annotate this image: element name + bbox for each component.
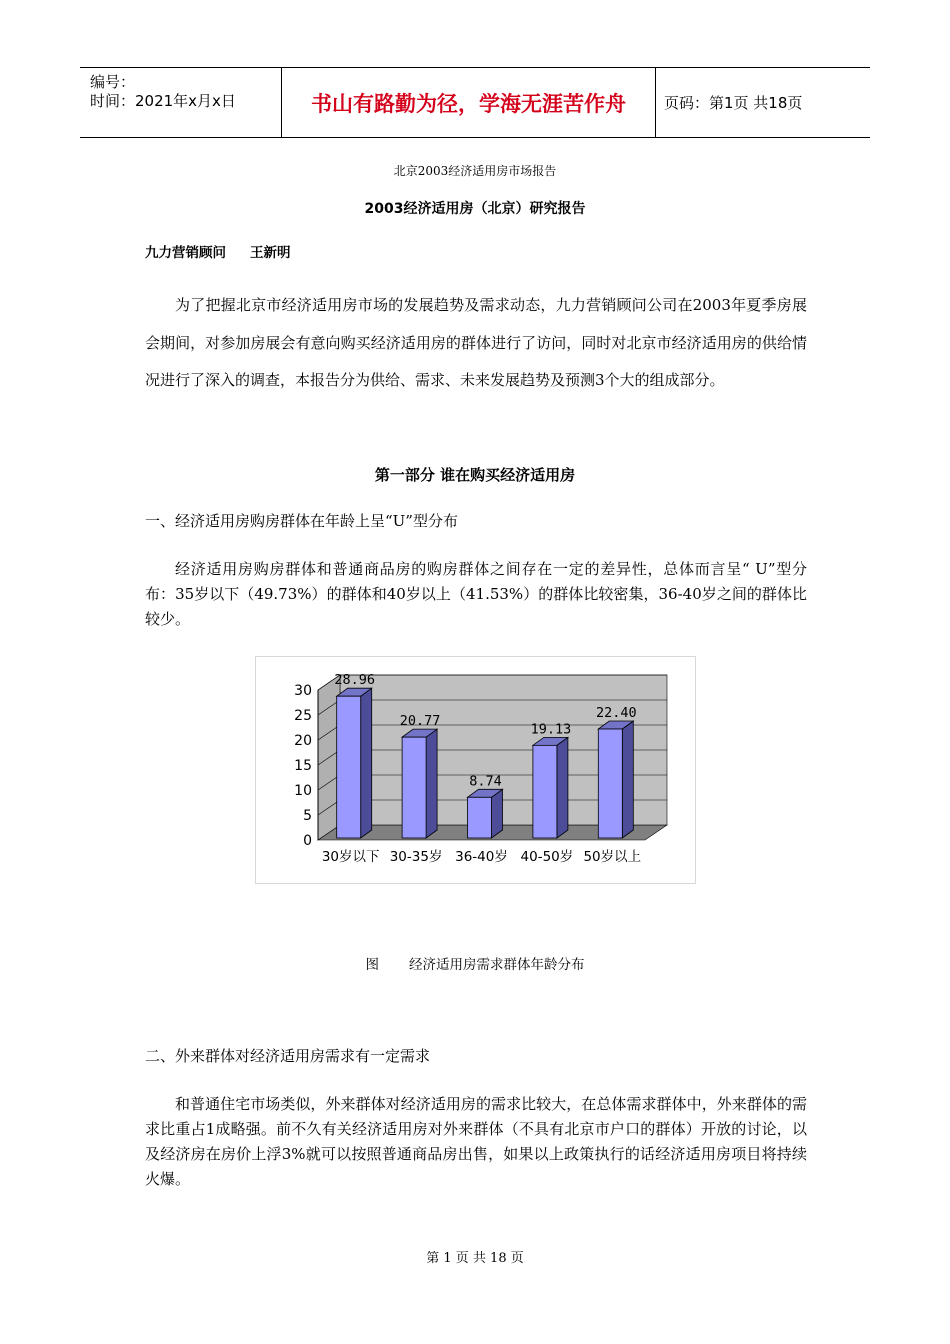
bar (533, 745, 557, 838)
bar-side (557, 737, 568, 838)
y-tick-label: 10 (294, 783, 312, 799)
chart-svg (256, 657, 695, 883)
bar (402, 737, 426, 838)
section-title: 第一部分 谁在购买经济适用房 (374, 466, 576, 484)
time-label: 时间：2021年x月x日 (90, 92, 236, 110)
author-name: 王新明 (250, 245, 291, 261)
bar-side (622, 721, 633, 838)
y-tick-label: 25 (294, 708, 312, 724)
page-footer: 第 1 页 共 18 页 (426, 1251, 524, 1266)
y-tick-label: 0 (303, 833, 312, 849)
author-org: 九力营销顾问 (145, 245, 226, 261)
caption-text: 经济适用房需求群体年龄分布 (409, 957, 585, 973)
paragraph-2: 和普通住宅市场类似，外来群体对经济适用房的需求比较大，在总体需求群体中，外来群体的需求比重占1成略强。前不久有关经济适用房对外来群体（不具有北京市户口的群体）开放的讨论，以及经济房在房价上浮3%就可以按照普通商品房出售，如果以上政策执行的话经济适用房项目将持续火爆。 (145, 1095, 807, 1188)
x-tick-label: 36-40岁 (455, 849, 508, 865)
data-label: 20.77 (399, 713, 441, 730)
y-tick-label: 5 (303, 808, 312, 824)
page-info: 页码：第1页 共18页 (664, 94, 803, 112)
data-label: 19.13 (530, 721, 572, 738)
bar-side (361, 688, 372, 838)
intro-paragraph: 为了把握北京市经济适用房市场的发展趋势及需求动态，九力营销顾问公司在2003年夏季房展会期间，对参加房展会有意向购买经济适用房的群体进行了访问，同时对北京市经济适用房的供给情况进行了深入的调查，本报告分为供给、需求、未来发展趋势及预测3个大的组成部分。 (145, 296, 807, 389)
subheading-1: 一、经济适用房购房群体在年龄上呈“U”型分布 (145, 512, 458, 530)
paragraph-1: 经济适用房购房群体和普通商品房的购房群体之间存在一定的差异性，总体而言呈“ U”型分布：35岁以下（49.73%）的群体和40岁以上（41.53%）的群体比较密集，36-40岁之间的群体比较少。 (145, 560, 807, 628)
figure-caption (0, 953, 950, 973)
data-label: 8.74 (469, 773, 502, 790)
bar (598, 729, 622, 838)
main-title: 2003经济适用房（北京）研究报告 (364, 201, 586, 217)
bar-side (492, 789, 503, 838)
header-meta-cell (80, 68, 282, 137)
age-distribution-chart (255, 656, 696, 884)
y-tick-label: 30 (294, 683, 312, 699)
y-tick-label: 20 (294, 733, 312, 749)
subheading-2: 二、外来群体对经济适用房需求有一定需求 (145, 1047, 431, 1065)
page-header (80, 67, 870, 138)
author-line (145, 241, 291, 261)
x-tick-label: 40-50岁 (520, 849, 574, 865)
data-label: 28.96 (334, 672, 376, 689)
number-label: 编号： (90, 73, 136, 91)
x-tick-label: 30-35岁 (389, 849, 443, 865)
bar-side (426, 729, 437, 838)
bar (337, 696, 361, 838)
bar (468, 797, 492, 838)
y-tick-label: 15 (294, 758, 312, 774)
caption-label: 图 (365, 957, 379, 973)
x-tick-label: 30岁以下 (321, 849, 380, 865)
x-tick-label: 50岁以上 (583, 849, 642, 865)
motto: 书山有路勤为径，学海无涯苦作舟 (282, 68, 656, 137)
data-label: 22.40 (595, 705, 637, 721)
small-title: 北京2003经济适用房市场报告 (393, 164, 557, 178)
